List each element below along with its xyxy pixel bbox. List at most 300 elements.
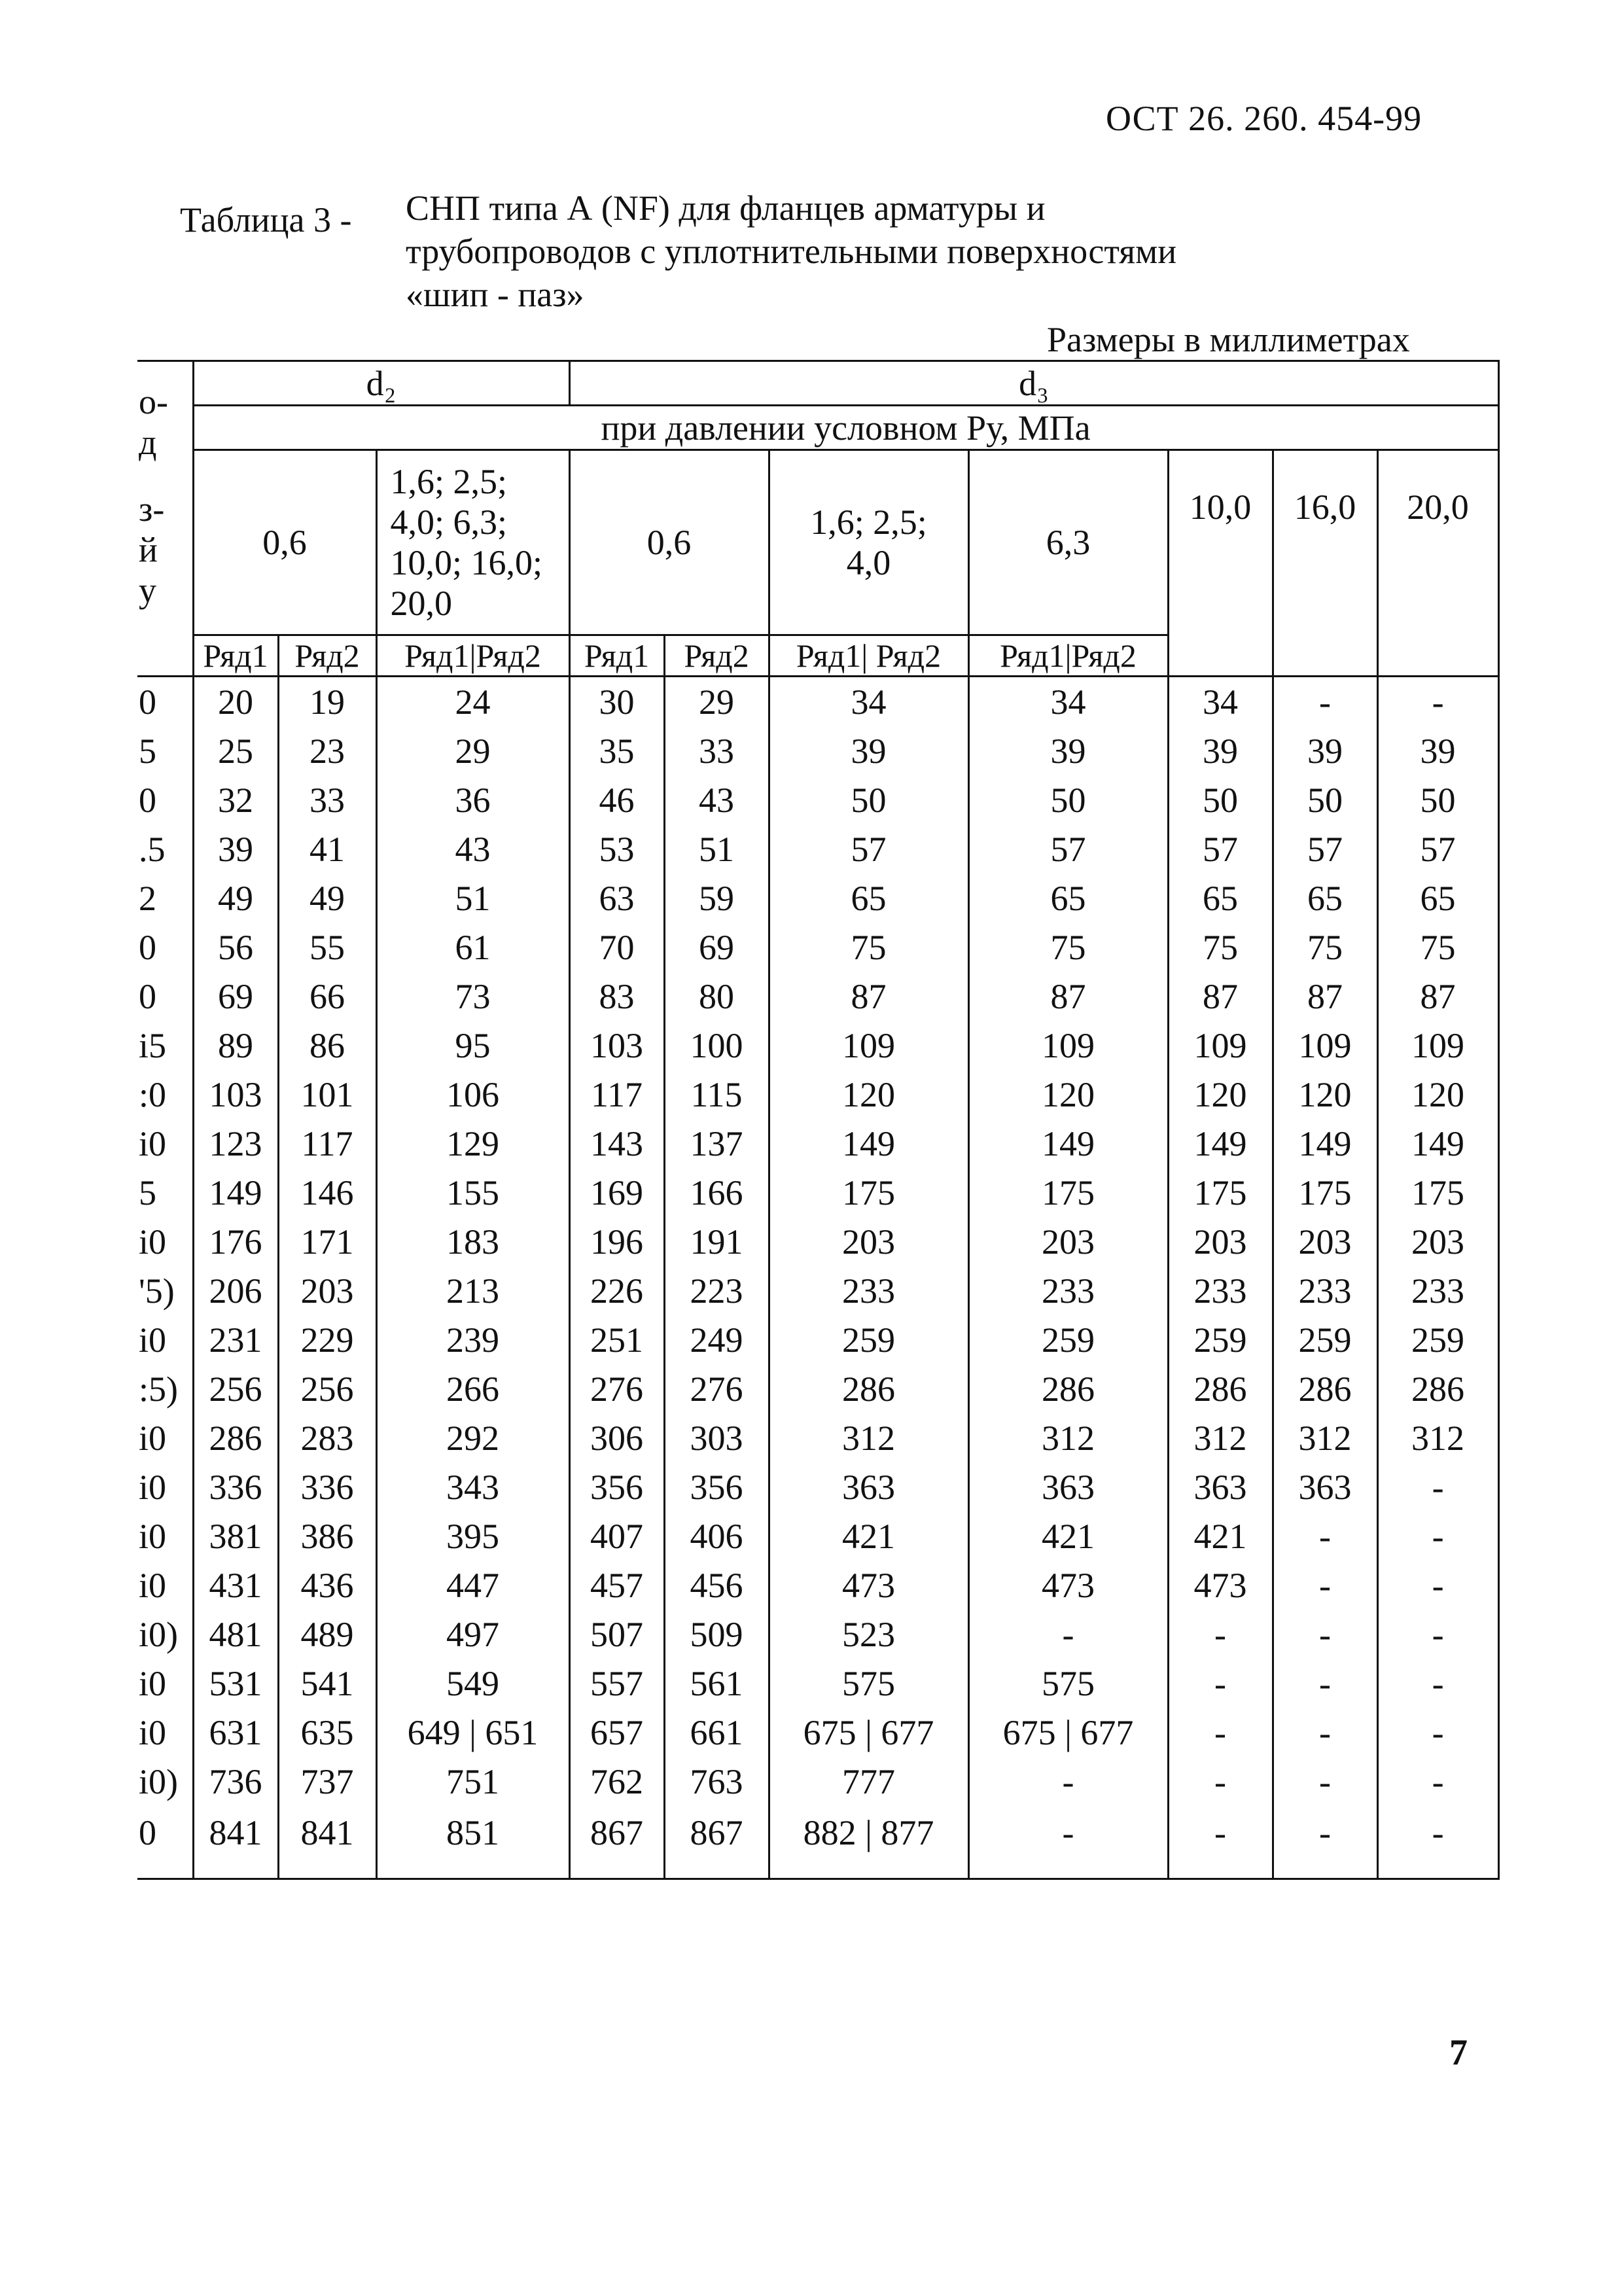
table-cell: 137: [664, 1119, 769, 1168]
table-cell: 249: [664, 1315, 769, 1364]
table-cell: 175: [968, 1168, 1168, 1217]
table-cell: 103: [569, 1021, 664, 1070]
table-cell: 233: [1273, 1266, 1377, 1315]
table-cell: 19: [278, 677, 376, 727]
table-cell: -: [1377, 1806, 1498, 1879]
table-row: [137, 726, 1498, 775]
table-cell: -: [968, 1757, 1168, 1806]
table-cell: 34: [1168, 677, 1273, 727]
table-cell: 661: [664, 1708, 769, 1757]
table-cell: -: [1377, 1659, 1498, 1708]
table-cell: 57: [968, 824, 1168, 874]
table-cell: 259: [1377, 1315, 1498, 1364]
table-cell: 851: [376, 1806, 569, 1879]
table-cell: 575: [769, 1659, 968, 1708]
table-cell: 356: [569, 1462, 664, 1511]
table-cell: 123: [193, 1119, 278, 1168]
row-stub: 0: [137, 923, 193, 972]
row-stub: 5: [137, 1168, 193, 1217]
table-cell: 73: [376, 972, 569, 1021]
row-stub: 0: [137, 775, 193, 824]
table-cell: 149: [1377, 1119, 1498, 1168]
row-stub: i0: [137, 1462, 193, 1511]
table-cell: 523: [769, 1610, 968, 1659]
table-cell: 50: [1168, 775, 1273, 824]
table-cell: -: [1168, 1659, 1273, 1708]
table-cell: 120: [1168, 1070, 1273, 1119]
table-cell: 312: [1168, 1413, 1273, 1462]
table-cell: 149: [968, 1119, 1168, 1168]
table-cell: 575: [968, 1659, 1168, 1708]
table-cell: 39: [968, 726, 1168, 775]
table-cell: 213: [376, 1266, 569, 1315]
row-stub: i0: [137, 1659, 193, 1708]
table-cell: -: [1168, 1708, 1273, 1757]
d2-pressure-1-6-20: 1,6; 2,5; 4,0; 6,3; 10,0; 16,0; 20,0: [376, 450, 569, 635]
table-cell: 115: [664, 1070, 769, 1119]
table-cell: 531: [193, 1659, 278, 1708]
row-stub: 0: [137, 1806, 193, 1879]
table-cell: 286: [1273, 1364, 1377, 1413]
table-cell: 497: [376, 1610, 569, 1659]
table-row: [137, 1610, 1498, 1659]
table-cell: 286: [1377, 1364, 1498, 1413]
table-cell: 763: [664, 1757, 769, 1806]
table-cell: 259: [1168, 1315, 1273, 1364]
table-row: [137, 1659, 1498, 1708]
table-cell: 109: [1377, 1021, 1498, 1070]
table-row: [137, 824, 1498, 874]
units-note: Размеры в миллиметрах: [1047, 320, 1410, 359]
table-row: [137, 1708, 1498, 1757]
table-row: [137, 1217, 1498, 1266]
table-cell: -: [1377, 677, 1498, 727]
series-header: Ряд2: [664, 635, 769, 677]
table-cell: 176: [193, 1217, 278, 1266]
table-cell: 49: [193, 874, 278, 923]
table-cell: 381: [193, 1511, 278, 1561]
table-cell: 509: [664, 1610, 769, 1659]
table-cell: 541: [278, 1659, 376, 1708]
table-cell: 155: [376, 1168, 569, 1217]
table-cell: 286: [769, 1364, 968, 1413]
table-cell: 256: [278, 1364, 376, 1413]
table-cell: 83: [569, 972, 664, 1021]
table-cell: 223: [664, 1266, 769, 1315]
title-line-2: трубопроводов с уплотнительными поверхностями: [406, 232, 1177, 271]
table-cell: 23: [278, 726, 376, 775]
table-row: [137, 1168, 1498, 1217]
table-cell: 103: [193, 1070, 278, 1119]
row-stub: i5: [137, 1021, 193, 1070]
table-row: [137, 1119, 1498, 1168]
table-cell: 203: [278, 1266, 376, 1315]
table-row: [137, 677, 1498, 727]
table-cell: 312: [769, 1413, 968, 1462]
table-cell: 675 | 677: [968, 1708, 1168, 1757]
table-cell: 39: [193, 824, 278, 874]
table-cell: 87: [1273, 972, 1377, 1021]
pressure-header: при давлении условном Ру, МПа: [193, 406, 1498, 450]
table-cell: 203: [968, 1217, 1168, 1266]
table-cell: 457: [569, 1561, 664, 1610]
table-cell: -: [1377, 1757, 1498, 1806]
table-cell: 406: [664, 1511, 769, 1561]
table-cell: 20: [193, 677, 278, 727]
table-row: [137, 1070, 1498, 1119]
table-cell: 312: [968, 1413, 1168, 1462]
table-cell: 149: [769, 1119, 968, 1168]
table-cell: 57: [1168, 824, 1273, 874]
row-stub: i0: [137, 1708, 193, 1757]
table-cell: 75: [968, 923, 1168, 972]
table-cell: -: [1273, 1561, 1377, 1610]
table-cell: 50: [769, 775, 968, 824]
table-cell: 57: [769, 824, 968, 874]
table-cell: 549: [376, 1659, 569, 1708]
table-title-text: [406, 186, 1176, 316]
table-cell: 635: [278, 1708, 376, 1757]
table-cell: 231: [193, 1315, 278, 1364]
table-cell: 39: [1377, 726, 1498, 775]
table-cell: -: [1377, 1462, 1498, 1511]
d3-pressure-20: 20,0: [1377, 450, 1498, 677]
table-cell: 336: [193, 1462, 278, 1511]
table-cell: 292: [376, 1413, 569, 1462]
table-body: [137, 677, 1498, 1879]
table-cell: -: [1377, 1561, 1498, 1610]
table-cell: 421: [968, 1511, 1168, 1561]
table-cell: 447: [376, 1561, 569, 1610]
table-cell: 473: [1168, 1561, 1273, 1610]
table-cell: 50: [1377, 775, 1498, 824]
table-cell: 106: [376, 1070, 569, 1119]
table-cell: 762: [569, 1757, 664, 1806]
table-cell: -: [1377, 1610, 1498, 1659]
table-cell: 120: [1273, 1070, 1377, 1119]
table-cell: 66: [278, 972, 376, 1021]
table-cell: 120: [1377, 1070, 1498, 1119]
table-cell: 65: [769, 874, 968, 923]
d3-pressure-10: 10,0: [1168, 450, 1273, 677]
series-header: Ряд1: [193, 635, 278, 677]
table-cell: 386: [278, 1511, 376, 1561]
series-header: Ряд1|Ряд2: [968, 635, 1168, 677]
table-row: [137, 1021, 1498, 1070]
table-cell: 34: [968, 677, 1168, 727]
table-cell: 109: [1273, 1021, 1377, 1070]
table-cell: 266: [376, 1364, 569, 1413]
table-cell: 473: [769, 1561, 968, 1610]
table-cell: 473: [968, 1561, 1168, 1610]
table-cell: 87: [1168, 972, 1273, 1021]
table-cell: 87: [769, 972, 968, 1021]
table-cell: 283: [278, 1413, 376, 1462]
table-cell: 109: [968, 1021, 1168, 1070]
table-row: [137, 1561, 1498, 1610]
table-cell: 24: [376, 677, 569, 727]
table-cell: 336: [278, 1462, 376, 1511]
table-cell: 55: [278, 923, 376, 972]
table-row: [137, 1413, 1498, 1462]
table-cell: 203: [1168, 1217, 1273, 1266]
row-stub: i0: [137, 1315, 193, 1364]
table-cell: 489: [278, 1610, 376, 1659]
series-header: Ряд1|Ряд2: [376, 635, 569, 677]
table-cell: 41: [278, 824, 376, 874]
table-row: [137, 1315, 1498, 1364]
table-cell: 69: [664, 923, 769, 972]
table-cell: 149: [1168, 1119, 1273, 1168]
table-row: [137, 874, 1498, 923]
row-stub: :0: [137, 1070, 193, 1119]
table-cell: -: [1273, 1511, 1377, 1561]
row-stub: i0: [137, 1119, 193, 1168]
table-cell: 175: [769, 1168, 968, 1217]
table-cell: 95: [376, 1021, 569, 1070]
table-cell: 777: [769, 1757, 968, 1806]
table-cell: -: [1273, 1610, 1377, 1659]
table-cell: 65: [1273, 874, 1377, 923]
table-cell: 51: [376, 874, 569, 923]
table-cell: 49: [278, 874, 376, 923]
row-stub: i0: [137, 1561, 193, 1610]
table-cell: 356: [664, 1462, 769, 1511]
table-cell: 100: [664, 1021, 769, 1070]
table-cell: 229: [278, 1315, 376, 1364]
table-cell: 36: [376, 775, 569, 824]
table-cell: 143: [569, 1119, 664, 1168]
d3-pressure-0-6: 0,6: [569, 450, 769, 635]
table-cell: 233: [1377, 1266, 1498, 1315]
table-cell: 39: [769, 726, 968, 775]
table-cell: 120: [769, 1070, 968, 1119]
row-stub: i0: [137, 1413, 193, 1462]
row-stub: '5): [137, 1266, 193, 1315]
table-cell: 175: [1377, 1168, 1498, 1217]
table-cell: -: [1168, 1610, 1273, 1659]
table-cell: 657: [569, 1708, 664, 1757]
table-cell: 867: [664, 1806, 769, 1879]
table-cell: 117: [278, 1119, 376, 1168]
table-row: [137, 1806, 1498, 1879]
table-cell: 39: [1273, 726, 1377, 775]
table-cell: 29: [664, 677, 769, 727]
table-cell: 276: [569, 1364, 664, 1413]
table-cell: 51: [664, 824, 769, 874]
table-cell: 175: [1168, 1168, 1273, 1217]
table-cell: 226: [569, 1266, 664, 1315]
table-cell: 233: [1168, 1266, 1273, 1315]
table-cell: -: [968, 1610, 1168, 1659]
table-cell: 507: [569, 1610, 664, 1659]
table-cell: 25: [193, 726, 278, 775]
table-cell: 169: [569, 1168, 664, 1217]
snp-table: [137, 360, 1500, 1880]
table-cell: 259: [1273, 1315, 1377, 1364]
table-cell: 183: [376, 1217, 569, 1266]
table-cell: 286: [1168, 1364, 1273, 1413]
table-cell: 363: [968, 1462, 1168, 1511]
table-cell: -: [1273, 1659, 1377, 1708]
row-stub: 5: [137, 726, 193, 775]
table-cell: 53: [569, 824, 664, 874]
table-row: [137, 923, 1498, 972]
table-cell: 303: [664, 1413, 769, 1462]
table-cell: 56: [193, 923, 278, 972]
row-stub: i0): [137, 1757, 193, 1806]
table-row: [137, 972, 1498, 1021]
table-cell: 89: [193, 1021, 278, 1070]
document-code: ОСТ 26. 260. 454-99: [1106, 99, 1422, 138]
stub-header: о- д з- й у: [137, 361, 193, 677]
table-cell: 35: [569, 726, 664, 775]
d3-pressure-1-6-4: 1,6; 2,5; 4,0: [769, 450, 968, 635]
table-cell: 87: [968, 972, 1168, 1021]
row-stub: :5): [137, 1364, 193, 1413]
row-stub: i0: [137, 1217, 193, 1266]
table-cell: 203: [1377, 1217, 1498, 1266]
table-cell: 233: [769, 1266, 968, 1315]
series-header: Ряд1: [569, 635, 664, 677]
d2-pressure-0-6: 0,6: [193, 450, 376, 635]
row-stub: 2: [137, 874, 193, 923]
table-cell: -: [1273, 1806, 1377, 1879]
table-cell: 233: [968, 1266, 1168, 1315]
table-cell: 363: [769, 1462, 968, 1511]
row-stub: .5: [137, 824, 193, 874]
d3-pressure-16: 16,0: [1273, 450, 1377, 677]
table-row: [137, 1757, 1498, 1806]
table-cell: 312: [1377, 1413, 1498, 1462]
table-cell: 129: [376, 1119, 569, 1168]
table-row: [137, 775, 1498, 824]
table-cell: 203: [769, 1217, 968, 1266]
table-cell: 33: [278, 775, 376, 824]
table-cell: 80: [664, 972, 769, 1021]
table-cell: 196: [569, 1217, 664, 1266]
table-cell: 32: [193, 775, 278, 824]
table-cell: 421: [769, 1511, 968, 1561]
row-stub: 0: [137, 677, 193, 727]
table-cell: 737: [278, 1757, 376, 1806]
table-cell: 86: [278, 1021, 376, 1070]
table-cell: 251: [569, 1315, 664, 1364]
table-cell: -: [1168, 1806, 1273, 1879]
dimensions-table: [137, 360, 1498, 1907]
table-cell: 286: [968, 1364, 1168, 1413]
table-cell: 166: [664, 1168, 769, 1217]
table-cell: 456: [664, 1561, 769, 1610]
table-row: [137, 1364, 1498, 1413]
table-cell: 421: [1168, 1511, 1273, 1561]
table-cell: -: [1273, 677, 1377, 727]
table-number-label: Таблица 3 -: [180, 200, 352, 239]
table-row: [137, 1462, 1498, 1511]
table-cell: 171: [278, 1217, 376, 1266]
table-cell: 69: [193, 972, 278, 1021]
table-cell: 65: [1168, 874, 1273, 923]
table-cell: 39: [1168, 726, 1273, 775]
table-cell: 29: [376, 726, 569, 775]
table-cell: 206: [193, 1266, 278, 1315]
table-cell: 75: [1273, 923, 1377, 972]
table-row: [137, 1511, 1498, 1561]
title-line-3: «шип - паз»: [406, 275, 584, 314]
table-cell: 75: [1168, 923, 1273, 972]
table-cell: 436: [278, 1561, 376, 1610]
table-cell: 841: [193, 1806, 278, 1879]
table-cell: 117: [569, 1070, 664, 1119]
table-cell: -: [968, 1806, 1168, 1879]
table-cell: 259: [968, 1315, 1168, 1364]
table-cell: 146: [278, 1168, 376, 1217]
series-header: Ряд1| Ряд2: [769, 635, 968, 677]
table-cell: 57: [1273, 824, 1377, 874]
table-cell: 561: [664, 1659, 769, 1708]
table-cell: 149: [1273, 1119, 1377, 1168]
table-cell: 867: [569, 1806, 664, 1879]
table-cell: 59: [664, 874, 769, 923]
table-cell: 61: [376, 923, 569, 972]
table-cell: 203: [1273, 1217, 1377, 1266]
table-cell: 34: [769, 677, 968, 727]
table-cell: 50: [968, 775, 1168, 824]
table-cell: 175: [1273, 1168, 1377, 1217]
table-cell: 87: [1377, 972, 1498, 1021]
row-stub: i0): [137, 1610, 193, 1659]
table-cell: 276: [664, 1364, 769, 1413]
table-cell: 57: [1377, 824, 1498, 874]
table-cell: 259: [769, 1315, 968, 1364]
table-cell: 46: [569, 775, 664, 824]
table-cell: 736: [193, 1757, 278, 1806]
table-cell: 675 | 677: [769, 1708, 968, 1757]
table-cell: 649 | 651: [376, 1708, 569, 1757]
table-cell: 70: [569, 923, 664, 972]
page-number: 7: [1449, 2032, 1468, 2073]
series-header: Ряд2: [278, 635, 376, 677]
table-cell: 191: [664, 1217, 769, 1266]
table-cell: 751: [376, 1757, 569, 1806]
title-line-1: СНП типа А (NF) для фланцев арматуры и: [406, 188, 1046, 228]
table-cell: 557: [569, 1659, 664, 1708]
d3-pressure-6-3: 6,3: [968, 450, 1168, 635]
table-cell: 312: [1273, 1413, 1377, 1462]
table-row: [137, 1266, 1498, 1315]
d3-header: d₃: [569, 361, 1498, 406]
d2-header: d₂: [193, 361, 569, 406]
table-cell: 63: [569, 874, 664, 923]
table-cell: 120: [968, 1070, 1168, 1119]
table-cell: 239: [376, 1315, 569, 1364]
table-cell: 50: [1273, 775, 1377, 824]
table-cell: 306: [569, 1413, 664, 1462]
table-cell: 101: [278, 1070, 376, 1119]
table-cell: 149: [193, 1168, 278, 1217]
table-cell: 75: [1377, 923, 1498, 972]
table-cell: 43: [376, 824, 569, 874]
table-cell: 30: [569, 677, 664, 727]
table-cell: 363: [1168, 1462, 1273, 1511]
row-stub: i0: [137, 1511, 193, 1561]
table-cell: 109: [1168, 1021, 1273, 1070]
table-cell: -: [1377, 1708, 1498, 1757]
table-cell: 256: [193, 1364, 278, 1413]
row-stub: 0: [137, 972, 193, 1021]
table-cell: -: [1168, 1757, 1273, 1806]
table-cell: 363: [1273, 1462, 1377, 1511]
